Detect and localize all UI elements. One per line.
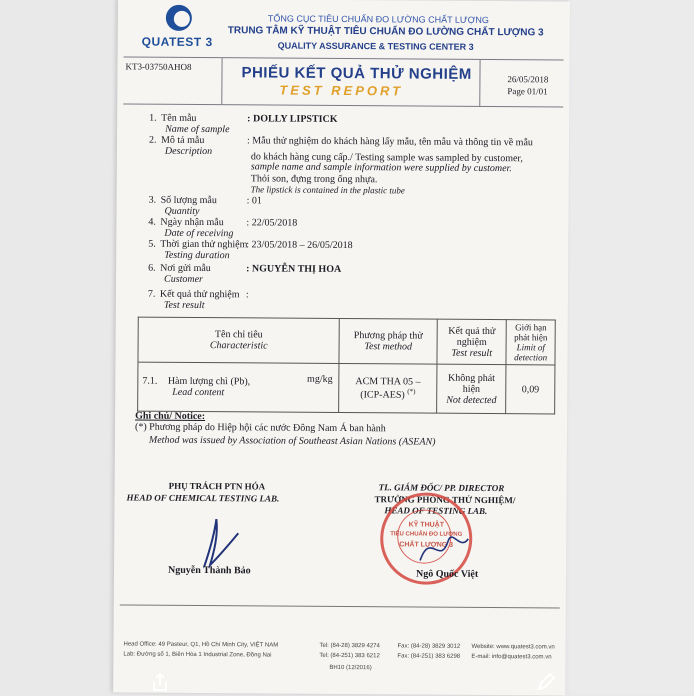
field-label-vn: Thời gian thử nghiệm xyxy=(160,238,248,251)
stamp-text: KỸ THUẬT xyxy=(408,521,445,529)
field-value: : 23/05/2018 – 26/05/2018 xyxy=(246,239,353,252)
edit-icon[interactable] xyxy=(536,672,556,692)
field-number: 1. xyxy=(149,112,157,124)
field-value: : 22/05/2018 xyxy=(246,217,298,229)
title-band xyxy=(123,56,563,107)
row-result-vn: Không phát hiện xyxy=(447,372,496,395)
result-table xyxy=(137,317,556,415)
left-title-vn: PHỤ TRÁCH PTN HÓA xyxy=(168,480,266,492)
field-label-vn: Số lượng mẫu xyxy=(160,194,217,207)
left-name: Nguyễn Thành Bảo xyxy=(167,564,251,577)
field-label-en: Date of receiving xyxy=(164,227,234,240)
field-value: : Mẫu thử nghiệm do khách hàng lấy mẫu, tên mẫu và thông tin về mẫu xyxy=(246,135,533,149)
footer-fax2: Fax: (84-251) 383 6298 xyxy=(397,653,461,660)
footer-tel2: Tel: (84-251) 383 6212 xyxy=(319,652,380,660)
field-label-en: Testing duration xyxy=(164,249,230,262)
field-number: 3. xyxy=(148,194,157,206)
field-number: 5. xyxy=(148,238,156,250)
cell-method xyxy=(339,363,437,413)
field-value: : xyxy=(245,289,249,301)
logo-text: QUATEST 3 xyxy=(141,34,213,50)
row-number: 7.1. xyxy=(142,375,158,387)
field-label-en: Customer xyxy=(164,273,203,286)
report-code-cell xyxy=(123,57,222,104)
share-icon[interactable] xyxy=(150,672,170,692)
field-label-vn: Ngày nhận mẫu xyxy=(160,216,224,229)
footer-fax1: Fax: (84-28) 3829 3012 xyxy=(397,643,461,650)
report-code: KT3-03750AHO8 xyxy=(125,61,192,72)
field-value: : 01 xyxy=(246,195,262,207)
footer-head-office: Head Office: 49 Pasteur, Q1, Hồ Chí Minh City, VIỆT NAM xyxy=(123,641,279,649)
cell-lod: 0,09 xyxy=(506,365,555,414)
footer-lab: Lab: Đường số 1, Biên Hòa 1 Industrial Zone, Đồng Nai xyxy=(123,651,272,659)
table-header-row xyxy=(138,317,555,365)
footer-form-code: BH10 (12/2016) xyxy=(329,664,372,672)
header-characteristic xyxy=(138,317,340,363)
notes-line-vn: (*) Phương pháp do Hiệp hội các nước Đông Nam Á ban hành xyxy=(134,421,386,435)
row-result-en: Not detected xyxy=(446,394,497,406)
footer-website: Website: www.quatest3.com.vn xyxy=(471,643,555,651)
row-method: ACM THA 05 – (ICP-AES) xyxy=(355,375,421,401)
report-date: 26/05/2018 xyxy=(507,74,549,85)
field-label-en: Name of sample xyxy=(165,123,230,136)
row-unit: mg/kg xyxy=(307,373,333,385)
cell-result xyxy=(437,364,507,413)
footer-tel1: Tel: (84-28) 3829 4274 xyxy=(319,642,380,650)
stamp-text: TIÊU CHUẨN ĐO LƯỜNG xyxy=(390,531,463,538)
field-value: : NGUYỄN THỊ HOA xyxy=(246,263,342,275)
description-line: do khách hàng cung cấp./ Testing sample was sampled by customer, xyxy=(250,151,523,165)
field-number: 7. xyxy=(147,288,156,300)
field-number: 6. xyxy=(148,262,156,274)
viewer-toolbar xyxy=(0,670,694,694)
header-vn: Tên chỉ tiêu xyxy=(214,329,263,341)
notes-title: Ghi chú/ Notice: xyxy=(135,410,206,423)
row-method-mark: (*) xyxy=(407,387,416,396)
header-lod xyxy=(506,320,555,365)
header-en: Test result xyxy=(451,347,493,359)
stamp-text: CHẤT LƯỢNG 3 xyxy=(399,541,454,549)
row-name-en: Lead content xyxy=(172,386,225,399)
notes-line-en: Method was issued by Association of Southeast Asian Nations (ASEAN) xyxy=(148,434,436,448)
title-vn: PHIẾU KẾT QUẢ THỬ NGHIỆM xyxy=(241,64,472,83)
report-page: Page 01/01 xyxy=(507,86,548,97)
description-line: sample name and sample information were supplied by customer. xyxy=(250,161,512,175)
field-label-vn: Tên mẫu xyxy=(161,112,197,124)
field-value: : DOLLY LIPSTICK xyxy=(247,113,338,125)
title-cell xyxy=(221,58,480,106)
header-vn: Kết quả thử nghiệm xyxy=(448,325,496,348)
agency-name: TỔNG CỤC TIÊU CHUẨN ĐO LƯỜNG CHẤT LƯỢNG xyxy=(267,13,489,26)
field-label-en: Description xyxy=(164,145,213,158)
cell-characteristic xyxy=(138,362,340,412)
description-line: The lipstick is contained in the plastic tube xyxy=(250,184,405,196)
title-en: TEST REPORT xyxy=(279,82,404,99)
field-number: 2. xyxy=(148,134,157,146)
row-name-vn: Hàm lượng chì (Pb), xyxy=(167,375,251,388)
field-number: 4. xyxy=(148,216,156,228)
quatest-logo xyxy=(134,5,228,54)
field-label-vn: Nơi gửi mẫu xyxy=(160,262,211,275)
field-label-vn: Kết quả thử nghiệm xyxy=(159,288,240,301)
right-title-1: TL. GIÁM ĐỐC/ PP. DIRECTOR xyxy=(378,482,505,494)
header-en: Limit of detection xyxy=(514,342,548,363)
right-title-3: HEAD OF TESTING LAB. xyxy=(384,505,488,517)
right-title-2: TRƯỞNG PHÒNG THỬ NGHIỆM/ xyxy=(374,494,516,506)
test-report-document xyxy=(113,0,570,696)
header-en: Characteristic xyxy=(209,340,268,352)
center-name-en: QUALITY ASSURANCE & TESTING CENTER 3 xyxy=(277,40,474,52)
background-right xyxy=(570,0,694,694)
right-name: Ngô Quốc Việt xyxy=(415,568,479,580)
table-row xyxy=(138,362,555,414)
field-label-vn: Mô tả mẫu xyxy=(160,134,205,147)
header-vn: Giới hạn phát hiện xyxy=(514,322,548,343)
header-en: Test method xyxy=(364,341,413,353)
header-method xyxy=(339,318,437,364)
left-title-en: HEAD OF CHEMICAL TESTING LAB. xyxy=(126,492,280,504)
logo-icon xyxy=(166,5,192,31)
field-label-en: Quantity xyxy=(164,205,200,217)
center-name-vn: TRUNG TÂM KỸ THUẬT TIÊU CHUẨN ĐO LƯỜNG CHẤT LƯỢNG 3 xyxy=(227,25,544,39)
field-label-en: Test result xyxy=(163,299,205,312)
footer-email: E-mail: info@quatest3.com.vn xyxy=(471,653,552,661)
right-signature xyxy=(414,521,474,571)
header-result xyxy=(437,319,507,364)
header-vn: Phương pháp thử xyxy=(353,330,423,342)
description-line: Thỏi son, đựng trong ống nhựa. xyxy=(250,173,378,186)
